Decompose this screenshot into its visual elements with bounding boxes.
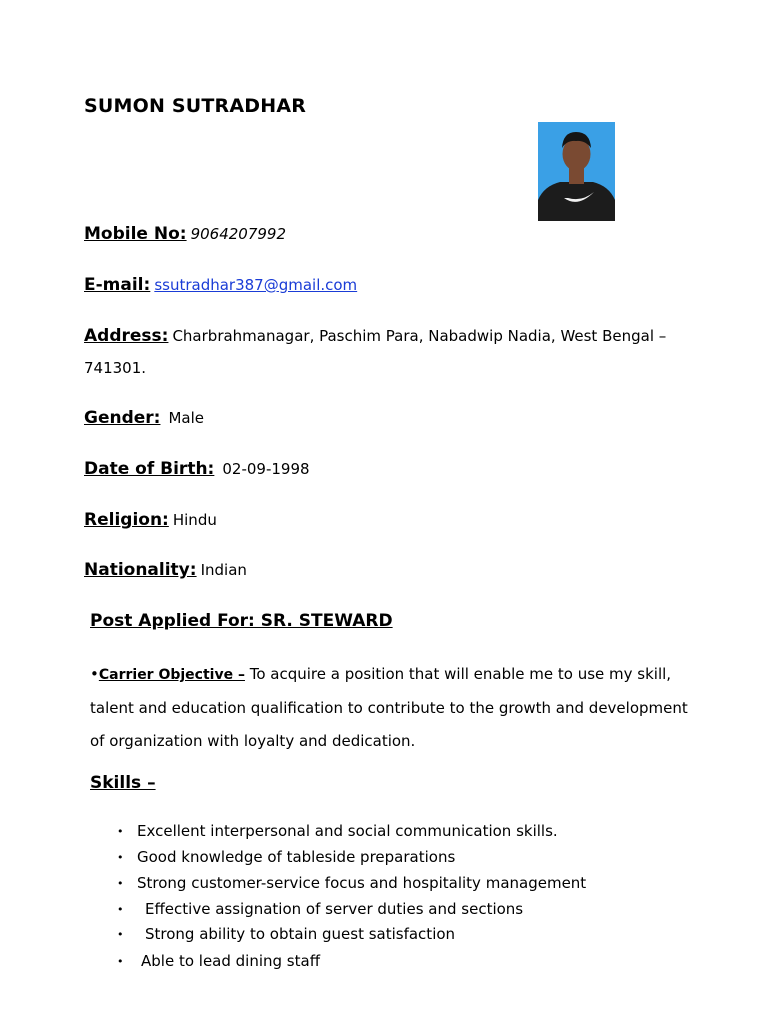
bullet-icon: •	[117, 903, 124, 916]
address-label: Address:	[84, 326, 169, 346]
skill-item	[117, 952, 321, 970]
bullet-icon: •	[117, 851, 124, 864]
candidate-name: SUMON SUTRADHAR	[84, 95, 307, 117]
skill-item	[117, 822, 558, 840]
skill-text: Strong ability to obtain guest satisfaction	[145, 925, 456, 943]
bullet-icon: •	[117, 825, 124, 838]
skill-text: Strong customer-service focus and hospitality management	[137, 874, 587, 892]
career-objective	[90, 658, 690, 758]
mobile-label: Mobile No:	[84, 224, 187, 244]
address-value-line2: 741301.	[84, 359, 147, 377]
skill-item	[117, 925, 456, 943]
nationality-value: Indian	[200, 561, 247, 579]
objective-bullet: •	[90, 665, 99, 683]
profile-photo	[538, 122, 615, 221]
gender-label: Gender:	[84, 408, 161, 428]
email-field	[84, 275, 357, 295]
nationality-field	[84, 560, 247, 580]
objective-label: Carrier Objective –	[98, 667, 245, 683]
address-value-line1: Charbrahmanagar, Paschim Para, Nabadwip Nadia, West Bengal –	[172, 327, 667, 345]
post-applied-heading: Post Applied For: SR. STEWARD	[90, 611, 393, 631]
gender-value: Male	[168, 409, 204, 427]
mobile-field	[84, 224, 286, 244]
profile-photo-image	[538, 122, 615, 221]
email-label: E-mail:	[84, 275, 151, 295]
skill-text: Able to lead dining staff	[141, 952, 321, 970]
skill-item	[117, 874, 587, 892]
skill-text: Excellent interpersonal and social communication skills.	[137, 822, 558, 840]
religion-value: Hindu	[172, 511, 217, 529]
mobile-value: 9064207992	[190, 225, 287, 243]
nationality-label: Nationality:	[84, 560, 197, 580]
skill-text: Effective assignation of server duties and sections	[145, 900, 524, 918]
objective-text: To acquire a position that will enable me to use my skill, talent and education qualification to contribute to the growth and development of organization with loyalty and dedication.	[90, 665, 688, 750]
religion-label: Religion:	[84, 510, 169, 530]
skill-item	[117, 848, 456, 866]
dob-field	[84, 459, 310, 479]
skills-heading: Skills –	[90, 773, 156, 793]
skill-text: Good knowledge of tableside preparations	[137, 848, 456, 866]
dob-label: Date of Birth:	[84, 459, 215, 479]
address-field	[84, 326, 666, 346]
bullet-icon: •	[117, 877, 124, 890]
dob-value: 02-09-1998	[222, 460, 310, 478]
skill-item	[117, 900, 524, 918]
gender-field	[84, 408, 204, 428]
religion-field	[84, 510, 217, 530]
bullet-icon: •	[117, 928, 124, 941]
bullet-icon: •	[117, 955, 124, 968]
email-link[interactable]: ssutradhar387@gmail.com	[154, 276, 358, 294]
